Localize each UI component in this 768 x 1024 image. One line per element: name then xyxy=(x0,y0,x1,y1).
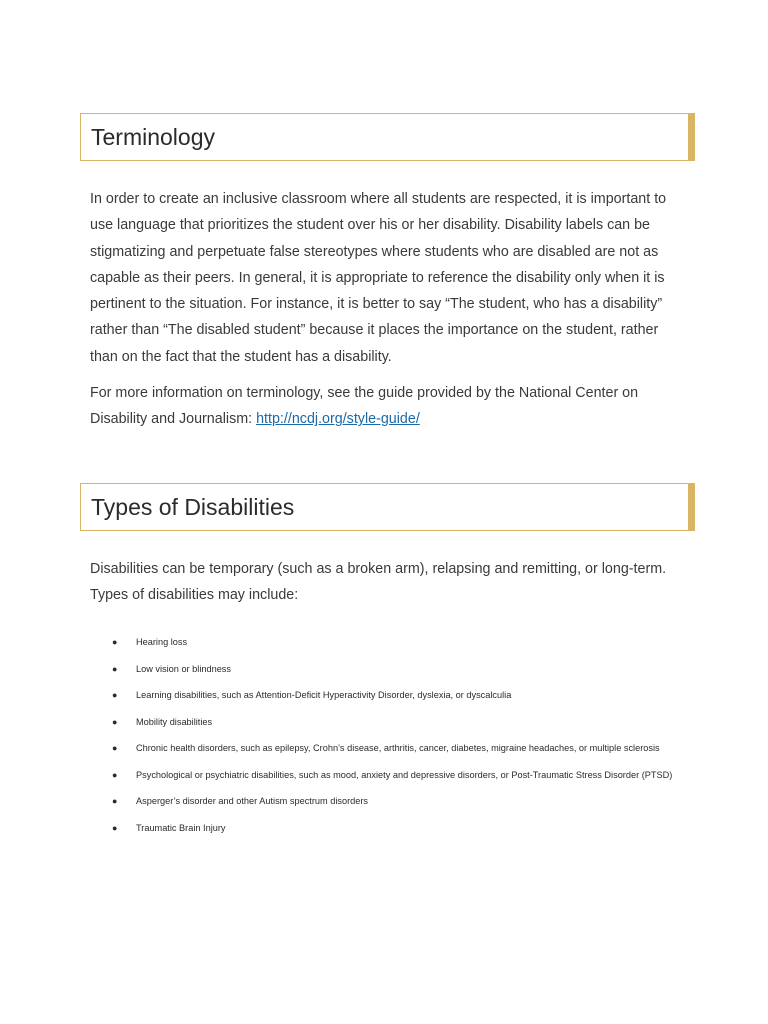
bullet-icon: ● xyxy=(112,796,118,806)
ncdj-style-guide-link[interactable]: http://ncdj.org/style-guide/ xyxy=(256,411,420,428)
bullet-icon: ● xyxy=(112,637,118,647)
list-item xyxy=(90,709,680,736)
bullet-icon: ● xyxy=(112,690,118,700)
bullet-icon: ● xyxy=(112,743,118,753)
more-info-text: For more information on terminology, see the guide provided by the National Center on Disability and Journalism: xyxy=(90,385,639,428)
types-heading-box xyxy=(80,483,695,531)
terminology-heading: Terminology xyxy=(91,124,215,150)
bullet-icon: ● xyxy=(112,769,118,780)
more-info-paragraph xyxy=(90,380,680,433)
disability-types-list xyxy=(90,629,680,841)
list-item-text: Mobility disabilities xyxy=(136,716,213,727)
terminology-heading-box xyxy=(80,113,695,161)
list-item-text: Asperger’s disorder and other Autism spectrum disorders xyxy=(136,796,369,806)
bullet-icon: ● xyxy=(112,716,118,727)
types-paragraph: Disabilities can be temporary (such as a broken arm), relapsing and remitting, or long-term. Types of disabilities may include: xyxy=(90,561,667,604)
terminology-paragraph: In order to create an inclusive classroom where all students are respected, it is important to use language that prioritizes the student over his or her disability. Disability labels can be stigmatizing and perpetuate false stereotypes where students who are disabled are not as capable as their peers. In general, it is appropriate to reference the disability only when it is pertinent to the situation. For instance, it is better to say “The student, who has a disability” rather than “The disabled student” because it places the importance on the student, rather than on the fact that the student has a disability. xyxy=(90,191,667,365)
list-item-text: Hearing loss xyxy=(136,637,188,647)
list-item xyxy=(90,656,680,683)
bullet-icon: ● xyxy=(112,663,118,674)
bullet-icon: ● xyxy=(112,822,118,833)
list-item xyxy=(90,815,680,842)
list-item-text: Traumatic Brain Injury xyxy=(136,822,226,833)
list-item xyxy=(90,629,680,656)
list-item-text: Chronic health disorders, such as epilepsy, Crohn’s disease, arthritis, cancer, diabetes, migraine headaches, or multiple sclerosis xyxy=(136,743,660,753)
list-item xyxy=(90,735,680,762)
list-item-text: Learning disabilities, such as Attention-Deficit Hyperactivity Disorder, dyslexia, or dyscalculia xyxy=(136,690,512,700)
types-heading: Types of Disabilities xyxy=(91,494,295,520)
list-item-text: Low vision or blindness xyxy=(136,663,231,674)
list-item xyxy=(90,682,680,709)
list-item xyxy=(90,762,680,789)
list-item-text: Psychological or psychiatric disabilities, such as mood, anxiety and depressive disorders, or Post-Traumatic Stress Disorder (PTSD) xyxy=(136,769,673,780)
list-item xyxy=(90,788,680,815)
